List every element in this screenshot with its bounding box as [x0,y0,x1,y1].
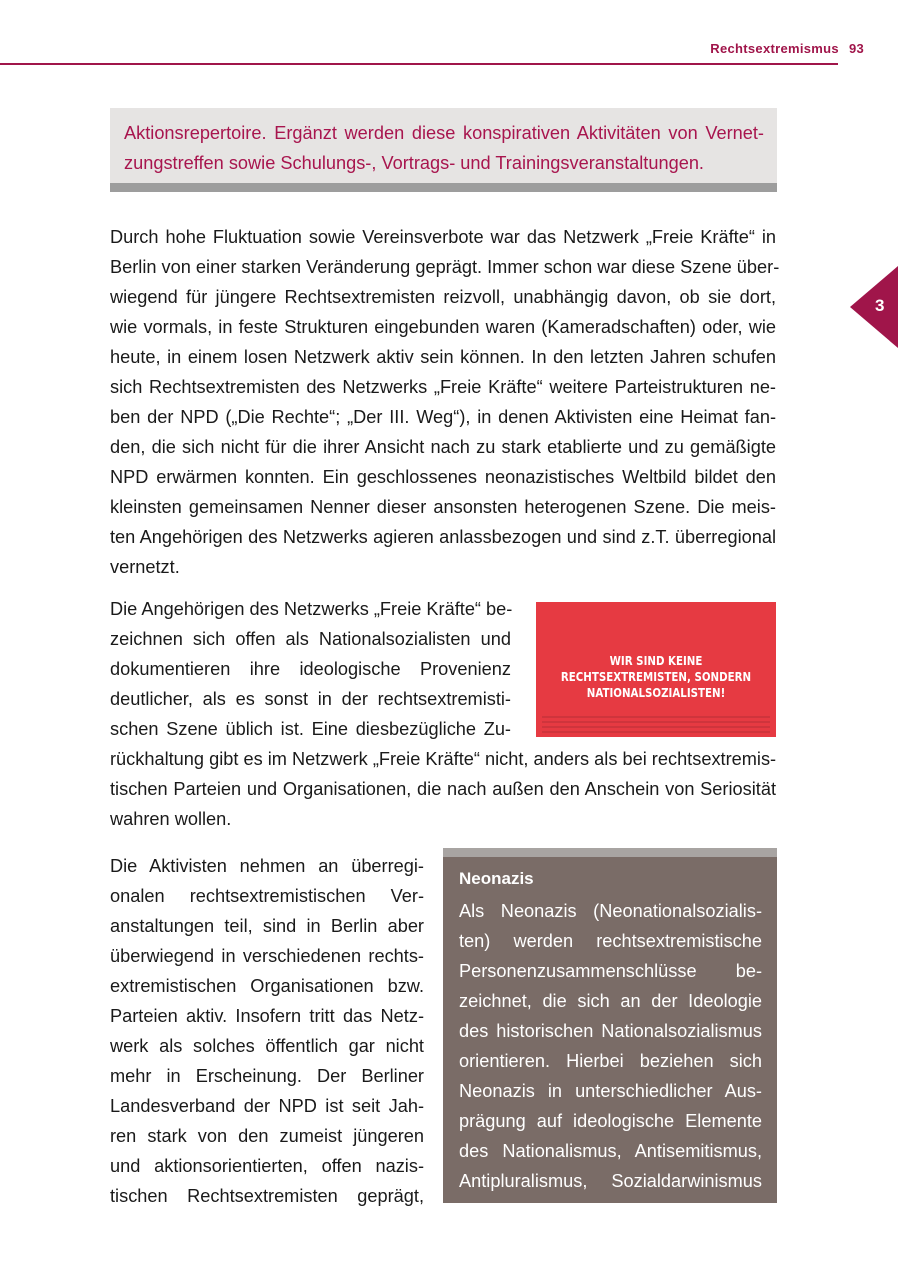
text-line: Aktionsrepertoire. Ergänzt werden diese konspirativen Aktivitäten von Vernet- [124,123,764,143]
definition-box [443,848,777,1203]
text-line: tischen Rechtsextremisten geprägt, [110,1186,424,1206]
text-line: wahren wollen. [110,809,232,829]
paragraph-2-continued [110,744,776,834]
text-line: mehr in Erscheinung. Der Berliner [110,1066,424,1086]
callout-bar [110,183,777,192]
text-line: ten) werden rechtsextremistische [459,931,762,951]
text-line: ben der NPD („Die Rechte“; „Der III. Weg“), in denen Aktivisten eine Heimat fan- [110,407,776,427]
text-line: des historischen Nationalsozialismus [459,1021,762,1041]
text-line: Die Angehörigen des Netzwerks „Freie Kräfte“ be- [110,599,513,619]
text-line: zeichnen sich offen als Nationalsozialisten und [110,629,511,649]
section-title: Rechtsextremismus [710,41,839,56]
text-line: NPD erwärmen konnten. Ein geschlossenes neonazistisches Weltbild bildet den [110,467,776,487]
text-line: heute, in einem losen Netzwerk aktiv sein können. In den letzten Jahren schufen [110,347,776,367]
definition-bar [443,848,777,857]
text-line: anstaltungen teil, sind in Berlin aber [110,916,424,936]
text-line: Parteien aktiv. Insofern tritt das Netz- [110,1006,424,1026]
text-line: dokumentieren ihre ideologische Provenienz [110,659,511,679]
text-line: ren stark von den zumeist jüngeren [110,1126,424,1146]
text-line: kleinsten gemeinsamen Nenner dieser ansonsten heterogenen Szene. Die meis- [110,497,776,517]
definition-text [459,896,762,1196]
text-line: Antipluralismus, Sozialdarwinismus [459,1171,762,1191]
header-rule [0,63,838,65]
text-line: wie vormals, in feste Strukturen eingebunden waren (Kameradschaften) oder, wie [110,317,776,337]
text-line: Berlin von einer starken Veränderung geprägt. Immer schon war diese Szene über- [110,257,780,277]
fine-print [542,716,770,734]
paragraph-2 [110,594,511,744]
slogan-text: WIR SIND KEINE RECHTSEXTREMISTEN, SONDERN NATIONALSOZIALISTEN! [560,653,752,700]
text-line: des Nationalismus, Antisemitismus, [459,1141,762,1161]
text-line: und aktionsorientierten, offen nazis- [110,1156,424,1176]
text-line: rückhaltung gibt es im Netzwerk „Freie Kräfte“ nicht, anders als bei rechtsextremis- [110,749,777,769]
text-line: wiegend für jüngere Rechtsextremisten reizvoll, unabhängig davon, ob sie dort, [110,287,776,307]
text-line: zungstreffen sowie Schulungs-, Vortrags- und Trainingsveranstaltungen. [124,153,704,173]
text-line: zeichnet, die sich an der Ideologie [459,991,762,1011]
page-number: 93 [848,41,864,56]
text-line: vernetzt. [110,557,180,577]
running-header [710,41,864,56]
text-line: überwiegend in verschiedenen rechts- [110,946,424,966]
paragraph-1 [110,222,780,582]
text-line: schen Szene üblich ist. Eine diesbezügliche Zu- [110,719,511,739]
text-line: extremistischen Organisationen bzw. [110,976,424,996]
text-line: Die Aktivisten nehmen an überregi- [110,856,424,876]
paragraph-3 [110,851,424,1211]
text-line: prägung auf ideologische Elemente [459,1111,762,1131]
chapter-tab [850,266,898,348]
text-line: den, die sich nicht für die ihrer Ansicht nach zu stark etablierte und zu gemäßigte [110,437,776,457]
definition-title: Neonazis [459,869,534,888]
slogan-image [536,602,776,737]
text-line: sich Rechtsextremisten des Netzwerks „Freie Kräfte“ weitere Parteistrukturen ne- [110,377,776,397]
chapter-number: 3 [875,296,885,315]
text-line: deutlicher, als es sonst in der rechtsextremisti- [110,689,511,709]
callout-text [124,118,764,178]
callout-box [110,108,777,192]
text-line: Personenzusammenschlüsse be- [459,961,762,981]
text-line: Als Neonazis (Neonationalsozialis- [459,901,762,921]
text-line: ten Angehörigen des Netzwerks agieren anlassbezogen und sind z.T. überregional [110,527,776,547]
text-line: Neonazis in unterschiedlicher Aus- [459,1081,762,1101]
text-line: Landesverband der NPD ist seit Jah- [110,1096,424,1116]
text-line: werk als solches öffentlich gar nicht [110,1036,424,1056]
text-line: orientieren. Hierbei beziehen sich [459,1051,762,1071]
text-line: tischen Parteien und Organisationen, die nach außen den Anschein von Seriosität [110,779,776,799]
text-line: Durch hohe Fluktuation sowie Vereinsverbote war das Netzwerk „Freie Kräfte“ in [110,227,776,247]
text-line: onalen rechtsextremistischen Ver- [110,886,424,906]
